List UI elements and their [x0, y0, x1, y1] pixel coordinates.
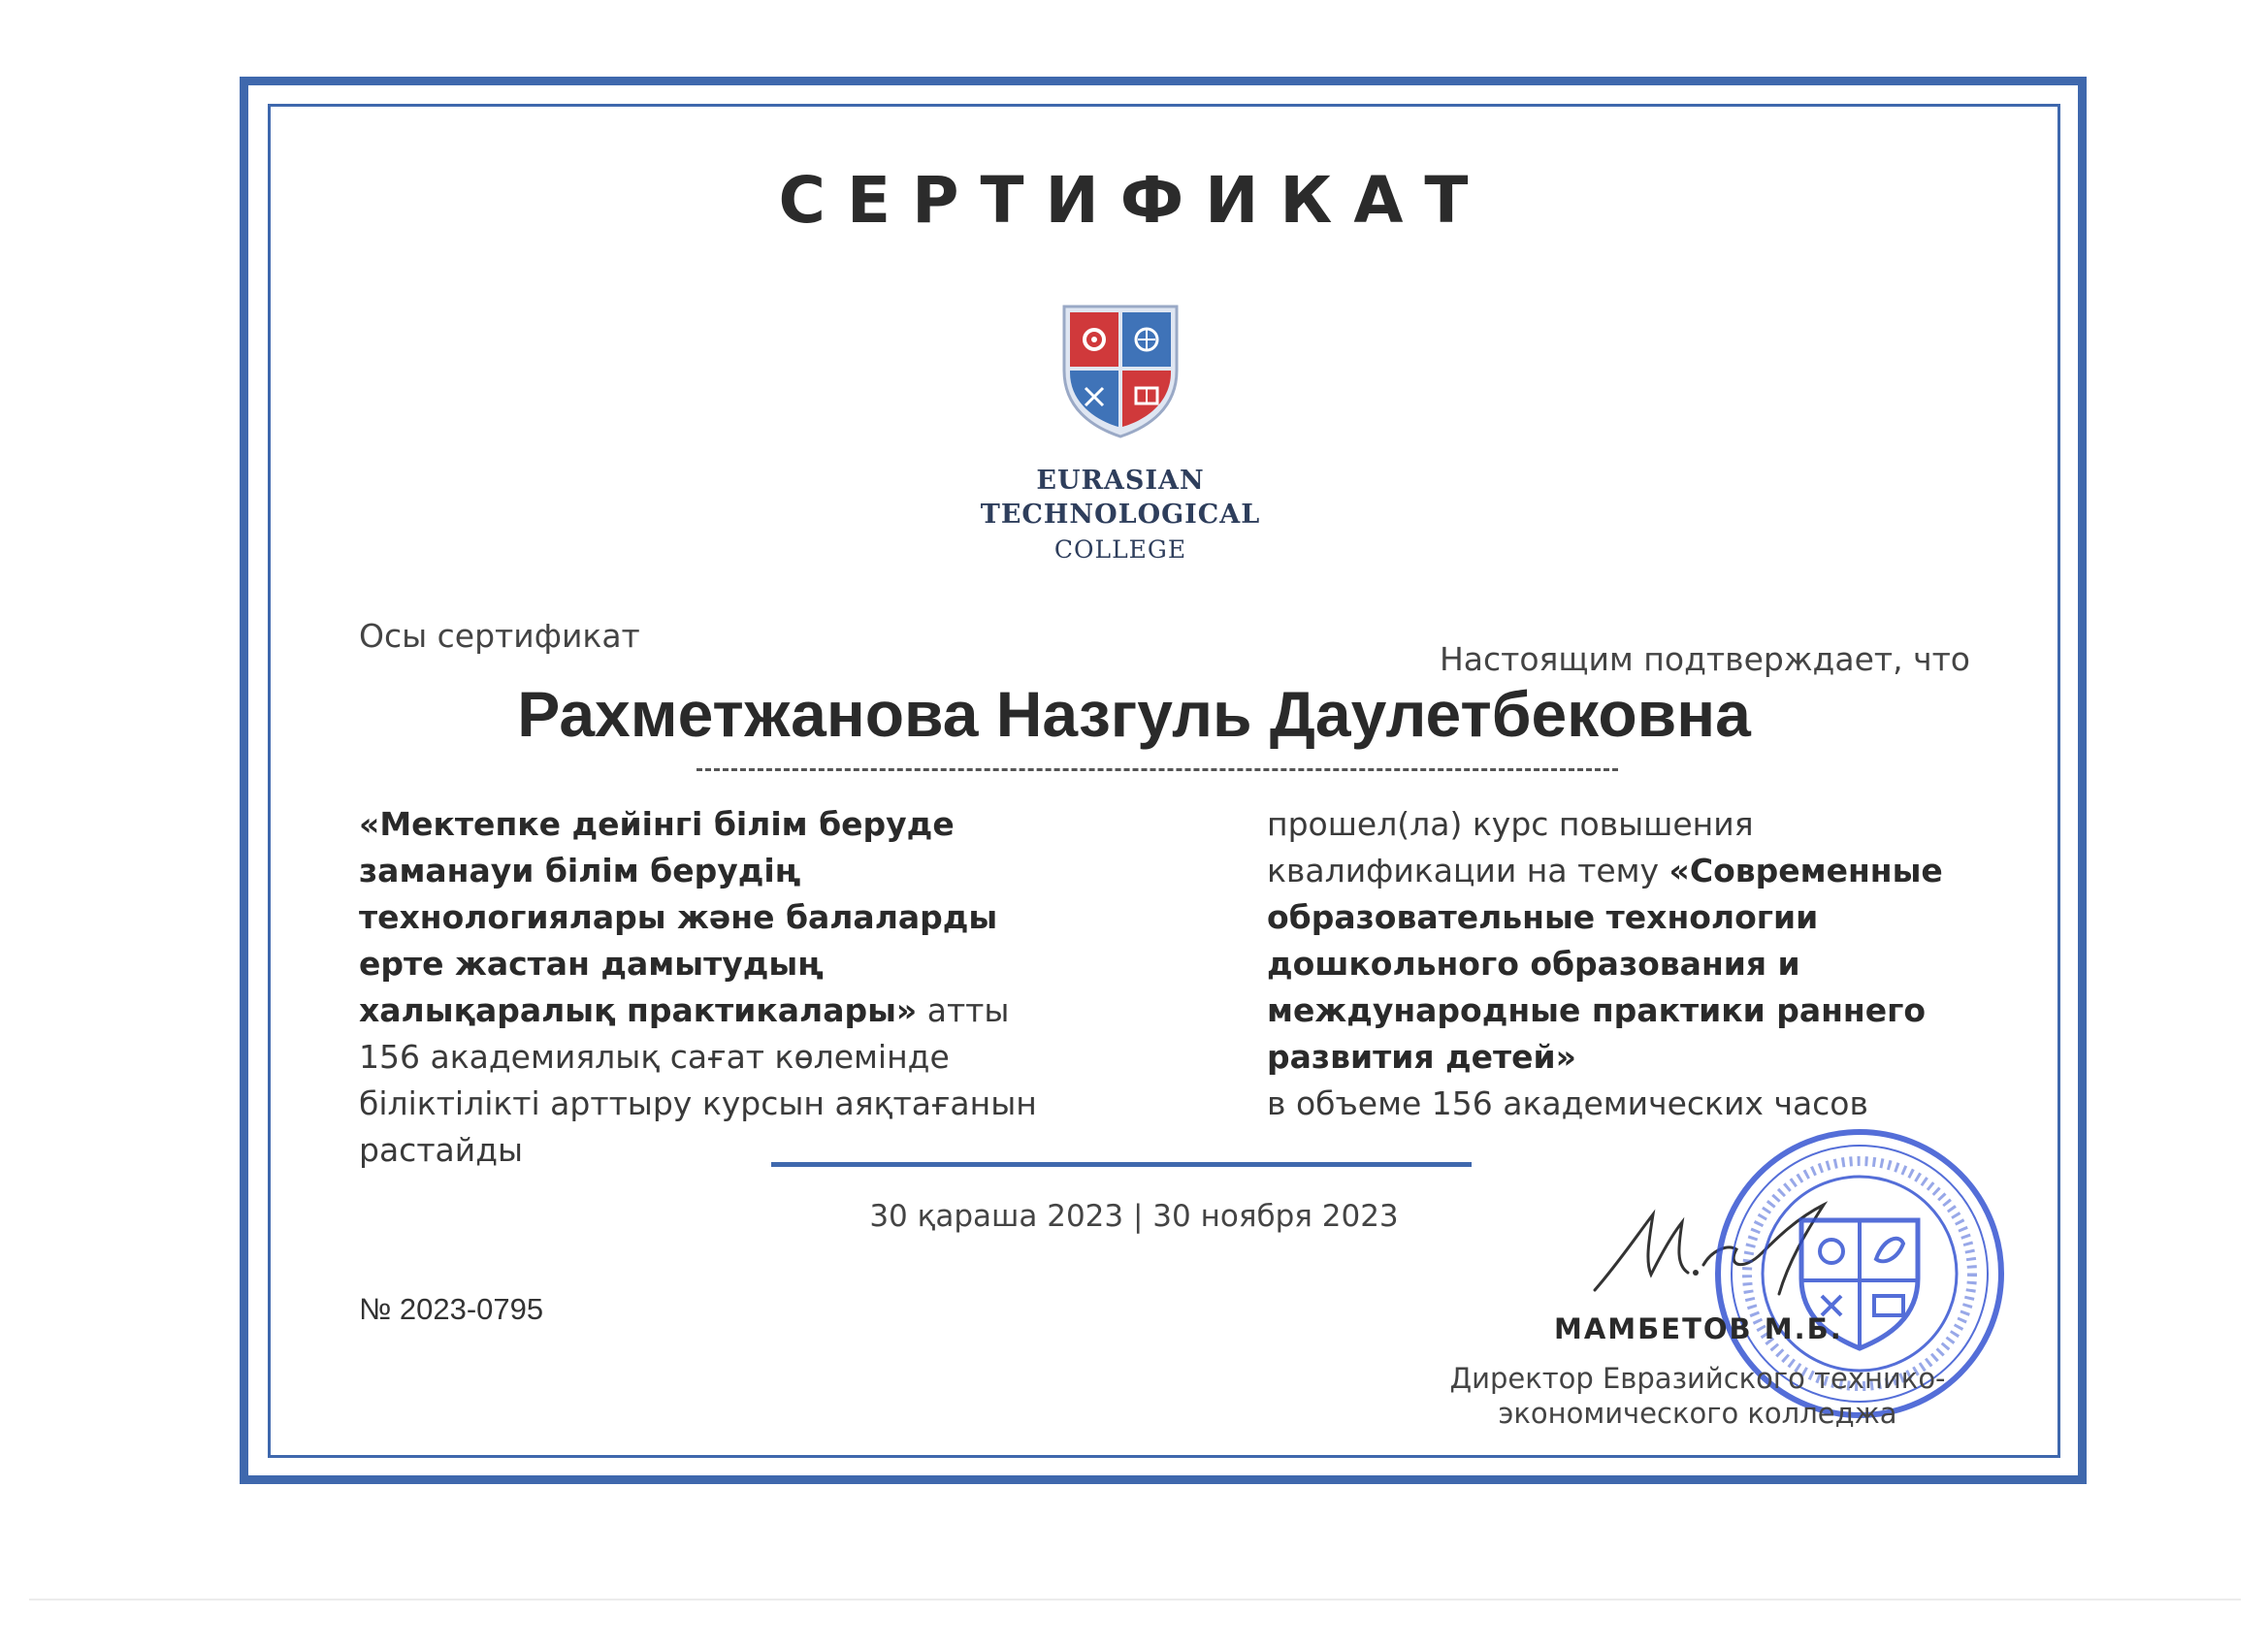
course-hours-kazakh: атты 156 академиялық сағат көлемінде біліктілікті арттыру курсын аяқтағанын растайды: [359, 991, 1037, 1169]
signer-role-line2: экономического колледжа: [1498, 1397, 1897, 1430]
certificate-number: № 2023-0795: [359, 1292, 544, 1326]
college-name-line2: TECHNOLOGICAL: [980, 500, 1261, 530]
certificate-title: СЕРТИФИКАТ: [778, 163, 1490, 238]
course-description-russian: [1267, 801, 1946, 1127]
lead-text-russian: Настоящим подтверждает, что: [1439, 640, 1970, 678]
name-underline: [697, 768, 1618, 771]
course-intro-russian: прошел(ла) курс повышения квалификации на тему: [1267, 805, 1754, 889]
course-topic-russian: «Современные образовательные технологии дошкольного образования и международные практики раннего развития детей»: [1267, 852, 1943, 1076]
signer-name: МАМБЕТОВ М.Б.: [1554, 1312, 1843, 1345]
lead-text-kazakh: Осы сертификат: [359, 617, 640, 655]
college-name-line3: COLLEGE: [1053, 535, 1187, 564]
course-description-kazakh: [359, 801, 1077, 1174]
course-topic-kazakh: «Мектепке дейінгі білім беруде заманауи білім берудің технологиялары және балаларды ерте жастан дамытудың халықаралық практикалары»: [359, 805, 998, 1029]
scan-edge-line: [29, 1599, 2241, 1600]
course-hours-russian: в объеме 156 академических часов: [1267, 1084, 1868, 1122]
college-name-line1: EURASIAN: [1036, 466, 1205, 496]
signer-role-line1: Директор Евразийского технико-: [1449, 1362, 1946, 1395]
college-crest-icon: [1060, 303, 1181, 438]
issue-date: 30 қараша 2023 | 30 ноября 2023: [869, 1199, 1399, 1234]
recipient-name: Рахметжанова Назгуль Даулетбековна: [517, 678, 1751, 750]
date-divider: [771, 1162, 1472, 1167]
